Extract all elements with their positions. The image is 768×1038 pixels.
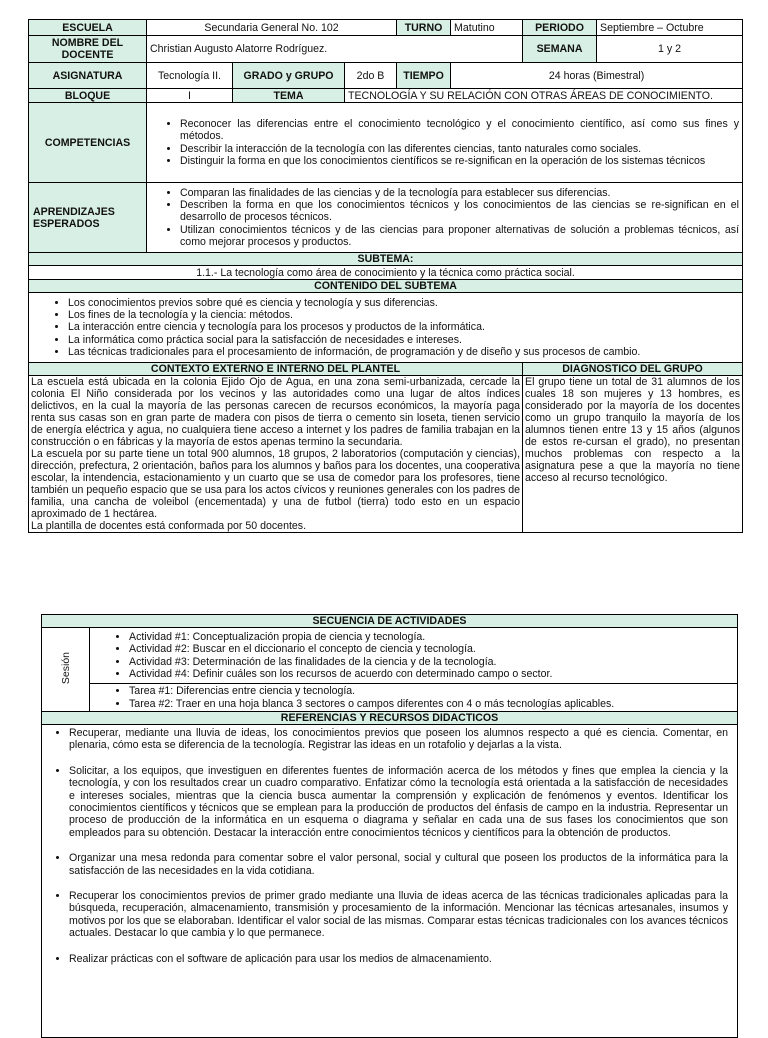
bloque-label: BLOQUE	[29, 89, 147, 103]
list-item: • Recuperar los conocimientos previos de primer grado mediante una lluvia de ideas acerca de las técnicas tradicionales aplicadas para la búsqueda, recuperación, almacenamiento, transmisión y procesamiento de la información. Mencionar las técnicas artesanales, insumos y motivos por los que se elaboraban. Identificar el valor social de las mismas. Comparar estas técnicas tradicionales con los avances técnicos actuales. Destacar lo que cambia y lo que permanece.	[69, 890, 728, 940]
tema-value: TECNOLOGÍA Y SU RELACIÓN CON OTRAS ÁREAS DE CONOCIMIENTO.	[345, 89, 743, 103]
competencias-label: COMPETENCIAS	[29, 103, 147, 183]
turno-label: TURNO	[397, 20, 451, 36]
tareas-list	[93, 685, 734, 709]
list-item: • Describen la forma en que los conocimientos técnicos y los conocimientos de las ciencias se re-significan en el desarrollo de procesos técnicos.	[180, 199, 739, 223]
asignatura-label: ASIGNATURA	[29, 63, 147, 89]
list-item: • Recuperar, mediante una lluvia de ideas, los conocimientos previos que poseen los alumnos respecto a qué es ciencia. Comentar, en plenaria, cómo esta se diferencia de la tecnología. Registrar las ideas en un rotafolio y dejarlas a la vista.	[69, 727, 728, 752]
planning-table	[28, 19, 743, 533]
referencias-list	[45, 727, 734, 965]
contenido-list	[32, 297, 739, 358]
tareas-cell	[90, 684, 738, 712]
competencias-cell	[147, 103, 743, 183]
contexto-paragraph: La escuela por su parte tiene un total 900 alumnos, 18 grupos, 2 laboratorios (computación y ciencias), dirección, prefectura, 2 orientación, baños para los alumnos y baños para los docentes, una cooperativa escolar, la intendencia, estacionamiento y un cuarto que se usa de comedor para los profesores, tiene también un pequeño espacio que se usa para los actos cívicos y reuniones generales con los padres de familia, una cancha de voleibol (encementada) y una de futbol (tierra) todo esto en un espacio aproximado de 1 hectárea.	[31, 448, 521, 520]
list-item: • La informática como práctica social para la satisfacción de necesidades e intereses.	[68, 334, 739, 346]
contexto-cell	[29, 376, 523, 533]
actividades-list	[93, 631, 734, 680]
contenido-label: CONTENIDO DEL SUBTEMA	[29, 280, 743, 293]
competencias-list	[150, 118, 739, 167]
tiempo-label: TIEMPO	[397, 63, 451, 89]
diagnostico-label: DIAGNOSTICO DEL GRUPO	[523, 363, 743, 376]
list-item: • Describir la interacción de la tecnología con las diferentes ciencias, tanto naturales como sociales.	[180, 143, 739, 155]
list-item: • Actividad #1: Conceptualización propia de ciencia y tecnología.	[129, 631, 734, 643]
activities-table	[41, 614, 738, 1038]
diagnostico-text: El grupo tiene un total de 31 alumnos de los cuales 18 son mujeres y 13 hombres, es considerado por la mayoría de los docentes como un grupo tranquilo la mayoría de los alumnos tienen entre 13 y 15 años (algunos de estos re-cursan el grado), no presentan muchos problemas con respecto a la asignatura pese a que la mayoría no tiene acceso al recurso tecnológico.	[525, 376, 741, 484]
list-item: • Solicitar, a los equipos, que investiguen en diferentes fuentes de información acerca de los métodos y fines que emplea la ciencia y la tecnología, y con los resultados crear un cuadro comparativo. Enfatizar cómo la tecnología está orientada a la satisfacción de necesidades e intereses sociales, mientras que la ciencia busca aumentar la comprensión y explicación de fenómenos y eventos. Identificar los conocimientos científicos y técnicos que se emplean para la producción de productos del énfasis de campo en la industria. Representar un proceso de producción de la informática en un esquema o diagrama y señalar en cada una de sus fases los conocimientos que son empleados para su obtención. Destacar la interacción entre conocimientos técnicos y científicos para la obtención de productos.	[69, 765, 728, 839]
list-item: • Los conocimientos previos sobre qué es ciencia y tecnología y sus diferencias.	[68, 297, 739, 309]
subtema-value: 1.1.- La tecnología como área de conocimiento y la técnica como práctica social.	[29, 266, 743, 280]
aprendizajes-cell	[147, 183, 743, 253]
contexto-paragraph: La escuela está ubicada en la colonia Ejido Ojo de Agua, en una zona semi-urbanizada, cercade la colonia El Niño considerada por los vecinos y las autoridades como una lugar de altos índices delictivos, en la cual la mayoría de las personas carecen de recursos económicos, la mayoría paga renta sus casas son en gran parte de madera con pisos de tierra o cemento sin loseta, tienen servicio de energía eléctrica y agua, no cualquiera tiene acceso a internet y los padres de familia trabajan en la construcción o en fábricas y la mayoría de estos apenas termino la secundaria.	[31, 376, 521, 448]
subtema-label: SUBTEMA:	[29, 253, 743, 266]
list-item: • Distinguir la forma en que los conocimientos científicos se re-significan en la operación de los sistemas técnicos	[180, 155, 739, 167]
contenido-cell	[29, 293, 743, 363]
secuencia-label: SECUENCIA DE ACTIVIDADES	[42, 615, 738, 628]
list-item: • Utilizan conocimientos técnicos y de las ciencias para proponer alternativas de solución a problemas técnicos, así como mejorar procesos y productos.	[180, 224, 739, 248]
grado-label: GRADO y GRUPO	[233, 63, 345, 89]
tema-label: TEMA	[233, 89, 345, 103]
escuela-value: Secundaria General No. 102	[147, 20, 397, 36]
actividades-cell	[90, 628, 738, 684]
sesion-label: Sesión	[59, 651, 72, 685]
list-item: • Realizar prácticas con el software de aplicación para usar los medios de almacenamiento.	[69, 953, 728, 965]
semana-value: 1 y 2	[597, 36, 743, 63]
bloque-value: I	[147, 89, 233, 103]
list-item: • Actividad #2: Buscar en el diccionario el concepto de ciencia y tecnología.	[129, 643, 734, 655]
list-item: • La interacción entre ciencia y tecnología para los procesos y productos de la informática.	[68, 321, 739, 333]
escuela-label: ESCUELA	[29, 20, 147, 36]
referencias-cell	[42, 725, 738, 1038]
list-item: • Actividad #3: Determinación de las finalidades de la ciencia y de la tecnología.	[129, 656, 734, 668]
list-item: • Los fines de la tecnología y la ciencia: métodos.	[68, 309, 739, 321]
diagnostico-cell	[523, 376, 743, 533]
list-item: • Reconocer las diferencias entre el conocimiento tecnológico y el conocimiento científico, así como sus fines y métodos.	[180, 118, 739, 142]
list-item: • Comparan las finalidades de las ciencias y de la tecnología para establecer sus diferencias.	[180, 187, 739, 199]
aprendizajes-list	[150, 187, 739, 248]
docente-value: Christian Augusto Alatorre Rodríguez.	[147, 36, 523, 63]
docente-label: NOMBRE DEL DOCENTE	[29, 36, 147, 63]
list-item: • Tarea #2: Traer en una hoja blanca 3 sectores o campos diferentes con 4 o más tecnologías aplicables.	[129, 698, 734, 710]
list-item: • Actividad #4: Definir cuáles son los recursos de acuerdo con determinado campo o sector.	[129, 668, 734, 680]
contexto-paragraph: La plantilla de docentes está conformada por 50 docentes.	[31, 520, 307, 532]
contexto-label: CONTEXTO EXTERNO E INTERNO DEL PLANTEL	[29, 363, 523, 376]
list-item: • Las técnicas tradicionales para el procesamiento de información, de programación y de diseño y sus procesos de cambio.	[68, 346, 739, 358]
asignatura-value: Tecnología II.	[147, 63, 233, 89]
sesion-cell	[42, 628, 90, 712]
tiempo-value: 24 horas (Bimestral)	[451, 63, 743, 89]
grado-value: 2do B	[345, 63, 397, 89]
periodo-label: PERIODO	[523, 20, 597, 36]
periodo-value: Septiembre – Octubre	[597, 20, 743, 36]
referencias-label: REFERENCIAS Y RECURSOS DIDACTICOS	[42, 712, 738, 725]
turno-value: Matutino	[451, 20, 523, 36]
list-item: • Organizar una mesa redonda para comentar sobre el valor personal, social y cultural que poseen los productos de la informática para la satisfacción de las necesidades en la vida cotidiana.	[69, 852, 728, 877]
aprendizajes-label: APRENDIZAJES ESPERADOS	[29, 183, 147, 253]
list-item: • Tarea #1: Diferencias entre ciencia y tecnología.	[129, 685, 734, 697]
semana-label: SEMANA	[523, 36, 597, 63]
